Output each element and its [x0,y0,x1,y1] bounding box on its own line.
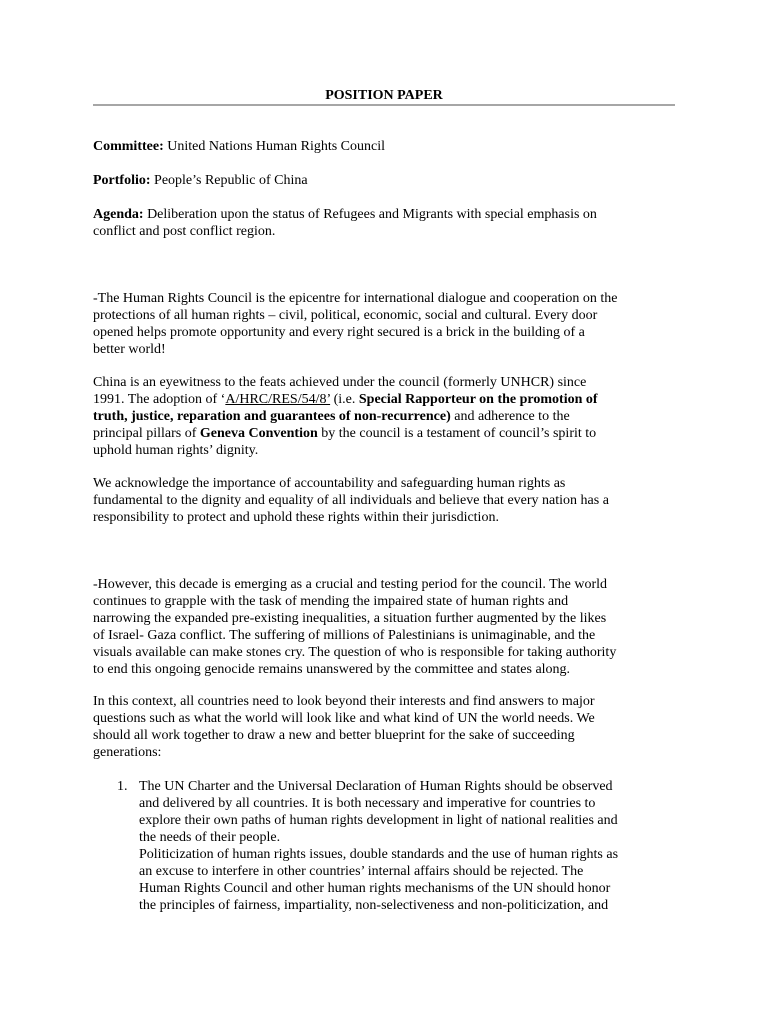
document-title: POSITION PAPER [325,88,443,103]
paragraph-china-eyewitness: China is an eyewitness to the feats achieved under the council (formerly UNHCR) since 1991. The adoption of ‘A/HRC/RES/54/8’ (i.e. Special Rapporteur on the promotion of truth, justice, reparation and guarantees of non-recurrence) and adherence to the principal pillars of Geneva Convention by the council is a testament of council’s spirit to uphold human rights’ dignity. [93,375,598,458]
portfolio-line [93,172,679,189]
list-item-body: The UN Charter and the Universal Declaration of Human Rights should be observed and delivered by all countries. It is both necessary and imperative for countries to explore their own paths of human rights development in light of national realities and the needs of their people. Politicization of human rights issues, double standards and the use of human rights as an excuse to interfere in other countries’ internal affairs should be rejected. The Human Rights Council and other human rights mechanisms of the UN should honor the principles of fairness, impartiality, non-selectiveness and non-politicization, and [139,779,619,913]
committee-line [93,138,679,155]
paragraph-intro: -The Human Rights Council is the epicentre for international dialogue and cooperation on the protections of all human rights – civil, political, economic, social and cultural. Every door opened helps promote opportunity and every right secured is a brick in the building of a better world! [93,291,618,357]
portfolio-value: People’s Republic of China [150,173,308,188]
paragraph-testing-decade: -However, this decade is emerging as a crucial and testing period for the council. The world continues to grapple with the task of mending the impaired state of human rights and narrowing the expanded pre-existing inequalities, a situation further augmented by the likes of Israel- Gaza conflict. The suffering of millions of Palestinians is unimaginable, and the visuals available can make stones cry. The question of who is responsible for taking authority to end this ongoing genocide remains unanswered by the committee and states along. [93,577,617,677]
paragraph-context: In this context, all countries need to look beyond their interests and find answers to major questions such as what the world will look like and what kind of UN the world needs. We should all work together to draw a new and better blueprint for the sake of succeeding generations: [93,694,595,760]
agenda-line-2: conflict and post conflict region. [93,224,276,239]
title-divider [93,104,675,106]
resolution-link[interactable]: A/HRC/RES/54/8’ [225,392,331,407]
committee-label: Committee: [93,139,164,154]
paragraph-accountability: We acknowledge the importance of accountability and safeguarding human rights as fundamental to the dignity and equality of all individuals and believe that every nation has a responsibility to protect and uphold these rights within their jurisdiction. [93,476,609,525]
agenda-block [93,206,679,240]
agenda-line-1: Agenda: Deliberation upon the status of Refugees and Migrants with special emphasis on [93,207,597,222]
list-item-number: 1. [117,779,128,794]
committee-value: United Nations Human Rights Council [163,139,386,154]
agenda-label: Agenda: [93,207,144,222]
portfolio-label: Portfolio: [93,173,151,188]
